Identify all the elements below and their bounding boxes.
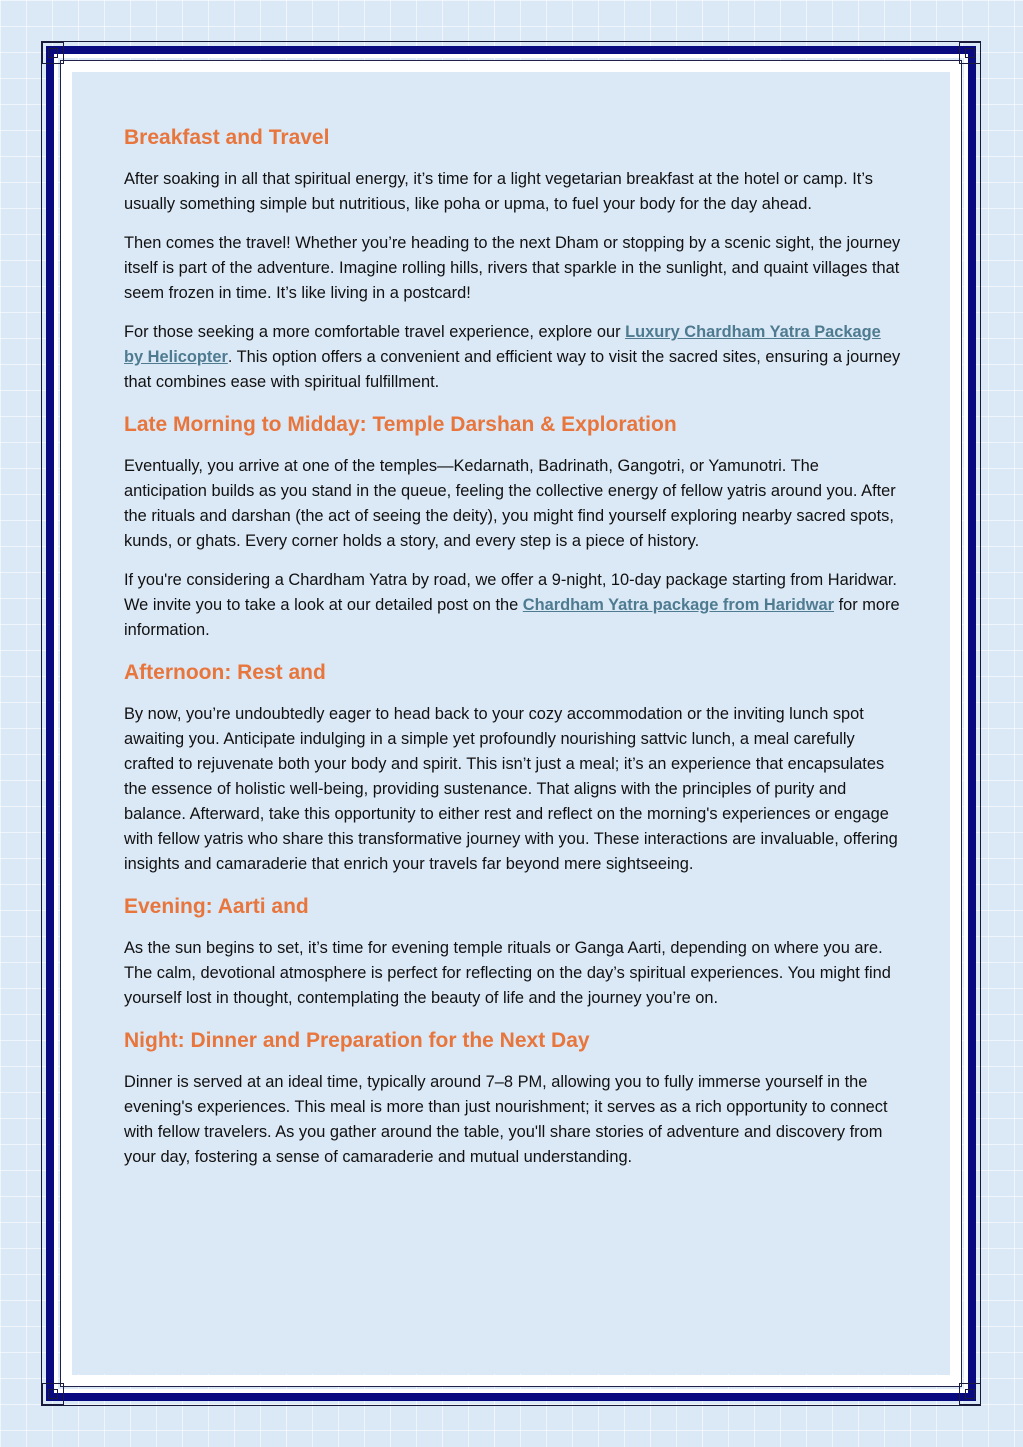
corner-ornament [959, 1383, 981, 1405]
corner-ornament [959, 42, 981, 64]
section-heading: Night: Dinner and Preparation for the Next Day [124, 1029, 590, 1052]
paragraph: After soaking in all that spiritual energy, it’s time for a light vegetarian breakfast at the hotel or camp. It’s usually something simple but nutritious, like poha or upma, to fuel your body for the day ahead. [124, 170, 873, 213]
paragraph: As the sun begins to set, it’s time for evening temple rituals or Ganga Aarti, depending on where you are. The calm, devotional atmosphere is perfect for reflecting on the day’s spiritual experiences. You might find yourself lost in thought, contemplating the beauty of life and the journey you’re on. [124, 939, 891, 1007]
paragraph-text: For those seeking a more comfortable travel experience, explore our [124, 323, 626, 341]
paragraph: Eventually, you arrive at one of the temples—Kedarnath, Badrinath, Gangotri, or Yamunotri. The anticipation builds as you stand in the queue, feeling the collective energy of fellow yatris around you. After the rituals and darshan (the act of seeing the deity), you might find yourself exploring nearby sacred spots, kunds, or ghats. Every corner holds a story, and every step is a piece of history. [124, 457, 896, 550]
section-heading: Breakfast and Travel [124, 126, 330, 149]
paragraph: Then comes the travel! Whether you’re heading to the next Dham or stopping by a scenic sight, the journey itself is part of the adventure. Imagine rolling hills, rivers that sparkle in the sunlight, and quaint villages that seem frozen in time. It’s like living in a postcard! [124, 234, 901, 302]
article-body [124, 124, 902, 1184]
paragraph: Dinner is served at an ideal time, typically around 7–8 PM, allowing you to fully immerse yourself in the evening's experiences. This meal is more than just nourishment; it serves as a rich opportunity to connect with fellow travelers. As you gather around the table, you'll share stories of adventure and discovery from your day, fostering a sense of camaraderie and mutual understanding. [124, 1073, 888, 1166]
paragraph [124, 568, 902, 643]
paragraph-text: . This option offers a convenient and efficient way to visit the sacred sites, ensuring a journey that combines ease with spiritual fulfillment. [124, 348, 901, 391]
paragraph-text: for more information. [124, 596, 900, 639]
section-heading: Afternoon: Rest and [124, 661, 326, 684]
haridwar-package-link[interactable]: Chardham Yatra package from Haridwar [522, 596, 835, 614]
corner-ornament [42, 1383, 64, 1405]
paragraph [124, 320, 902, 395]
corner-ornament [42, 42, 64, 64]
paragraph-text: If you're considering a Chardham Yatra by road, we offer a 9-night, 10-day package starting from Haridwar. We invite you to take a look at our detailed post on the [124, 571, 897, 614]
section-heading: Late Morning to Midday: Temple Darshan & Exploration [124, 413, 677, 436]
helicopter-package-link[interactable]: Luxury Chardham Yatra Package by Helicopter [124, 323, 881, 366]
paragraph: By now, you’re undoubtedly eager to head back to your cozy accommodation or the inviting lunch spot awaiting you. Anticipate indulging in a simple yet profoundly nourishing sattvic lunch, a meal carefully crafted to rejuvenate both your body and spirit. This isn’t just a meal; it’s an experience that encapsulates the essence of holistic well-being, providing sustenance. That aligns with the principles of purity and balance. Afterward, take this opportunity to either rest and reflect on the morning's experiences or engage with fellow yatris who share this transformative journey with you. These interactions are invaluable, offering insights and camaraderie that enrich your travels far beyond mere sightseeing. [124, 705, 898, 873]
section-heading: Evening: Aarti and [124, 895, 309, 918]
